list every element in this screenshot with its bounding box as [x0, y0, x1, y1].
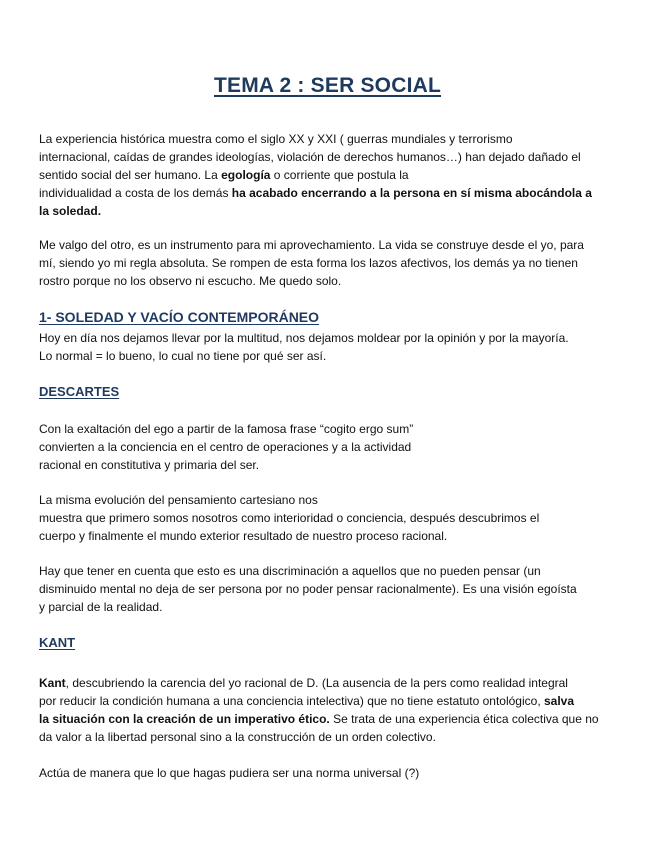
intro-line-2: internacional, caídas de grandes ideologías, violación de derechos humanos…) han dejado dañado el [39, 150, 581, 164]
descartes-p1-line-3: racional en constitutiva y primaria del ser. [39, 458, 260, 472]
kant-p2-line-1: Actúa de manera que lo que hagas pudiera ser una norma universal (?) [39, 766, 420, 780]
descartes-paragraph-3 [39, 562, 629, 616]
kant-p1-line-2-bold: salva [544, 694, 575, 708]
descartes-p1-line-2: convierten a la conciencia en el centro de operaciones y a la actividad [39, 440, 412, 454]
intro-line-5 [39, 202, 629, 220]
kant-p1-line-3-bold: la situación con la creación de un imperativo ético. [39, 712, 330, 726]
egologia-term: egología [221, 168, 271, 182]
intro-line-4-bold: ha acabado encerrando a la persona en sí misma abocándola a [231, 186, 592, 200]
intro-line-4-text: individualidad a costa de los demás [39, 186, 232, 200]
section-heading-kant: KANT [39, 635, 76, 650]
kant-paragraph-1 [39, 674, 629, 746]
kant-p1-line-1 [39, 674, 629, 692]
kant-p1-line-4: da valor a la libertad personal sino a la construcción de un orden colectivo. [39, 730, 436, 744]
para2-line-2: mí, siendo yo mi regla absoluta. Se rompen de esta forma los lazos afectivos, los demás ya no tienen [39, 256, 578, 270]
section-heading-soledad: 1- SOLEDAD Y VACÍO CONTEMPORÁNEO [39, 309, 320, 325]
kant-p1-line-2 [39, 692, 629, 710]
intro-line-5-bold: la soledad. [39, 204, 102, 218]
kant-paragraph-2 [39, 764, 629, 782]
para2-line-3: rostro porque no los observo ni escucho. Me quedo solo. [39, 274, 342, 288]
kant-p1-line-2-text: por reducir la condición humana a una conciencia intelectiva) que no tiene estatuto ontológico, [39, 694, 544, 708]
kant-p1-line-3-text: Se trata de una experiencia ética colectiva que no [329, 712, 599, 726]
section1-line-2: Lo normal = lo bueno, lo cual no tiene por qué ser así. [39, 349, 327, 363]
descartes-p2-line-1: La misma evolución del pensamiento cartesiano nos [39, 493, 318, 507]
intro-line-4 [39, 184, 629, 202]
intro-line-3-end: o corriente que postula la [270, 168, 409, 182]
para2-line-1: Me valgo del otro, es un instrumento para mi aprovechamiento. La vida se construye desde el yo, para [39, 238, 584, 252]
descartes-p3-line-1: Hay que tener en cuenta que esto es una discriminación a aquellos que no pueden pensar (un [39, 564, 541, 578]
section1-paragraph [39, 329, 629, 365]
descartes-p1-line-1: Con la exaltación del ego a partir de la famosa frase “cogito ergo sum” [39, 422, 414, 436]
descartes-p3-line-2: disminuido mental no deja de ser persona por no poder pensar racionalmente). Es una visión egoísta [39, 582, 577, 596]
intro-line-3 [39, 166, 629, 184]
descartes-p3-line-3: y parcial de la realidad. [39, 600, 163, 614]
kant-p1-line-1-text: , descubriendo la carencia del yo racional de D. (La ausencia de la pers como realidad integral [65, 676, 568, 690]
descartes-paragraph-2 [39, 491, 629, 545]
intro-line-1: La experiencia histórica muestra como el siglo XX y XXI ( guerras mundiales y terrorismo [39, 132, 513, 146]
intro-line-3-text: sentido social del ser humano. La [39, 168, 222, 182]
section-heading-descartes: DESCARTES [39, 384, 120, 399]
intro-paragraph [39, 130, 629, 220]
descartes-paragraph-1 [39, 420, 629, 474]
paragraph-2 [39, 236, 629, 290]
descartes-p2-line-2: muestra que primero somos nosotros como interioridad o conciencia, después descubrimos el [39, 511, 540, 525]
page-title: TEMA 2 : SER SOCIAL [213, 74, 442, 97]
section1-line-1: Hoy en día nos dejamos llevar por la multitud, nos dejamos moldear por la opinión y por la mayoría. [39, 331, 569, 345]
kant-name: Kant [39, 676, 66, 690]
descartes-p2-line-3: cuerpo y finalmente el mundo exterior resultado de nuestro proceso racional. [39, 529, 448, 543]
kant-p1-line-3 [39, 710, 629, 728]
